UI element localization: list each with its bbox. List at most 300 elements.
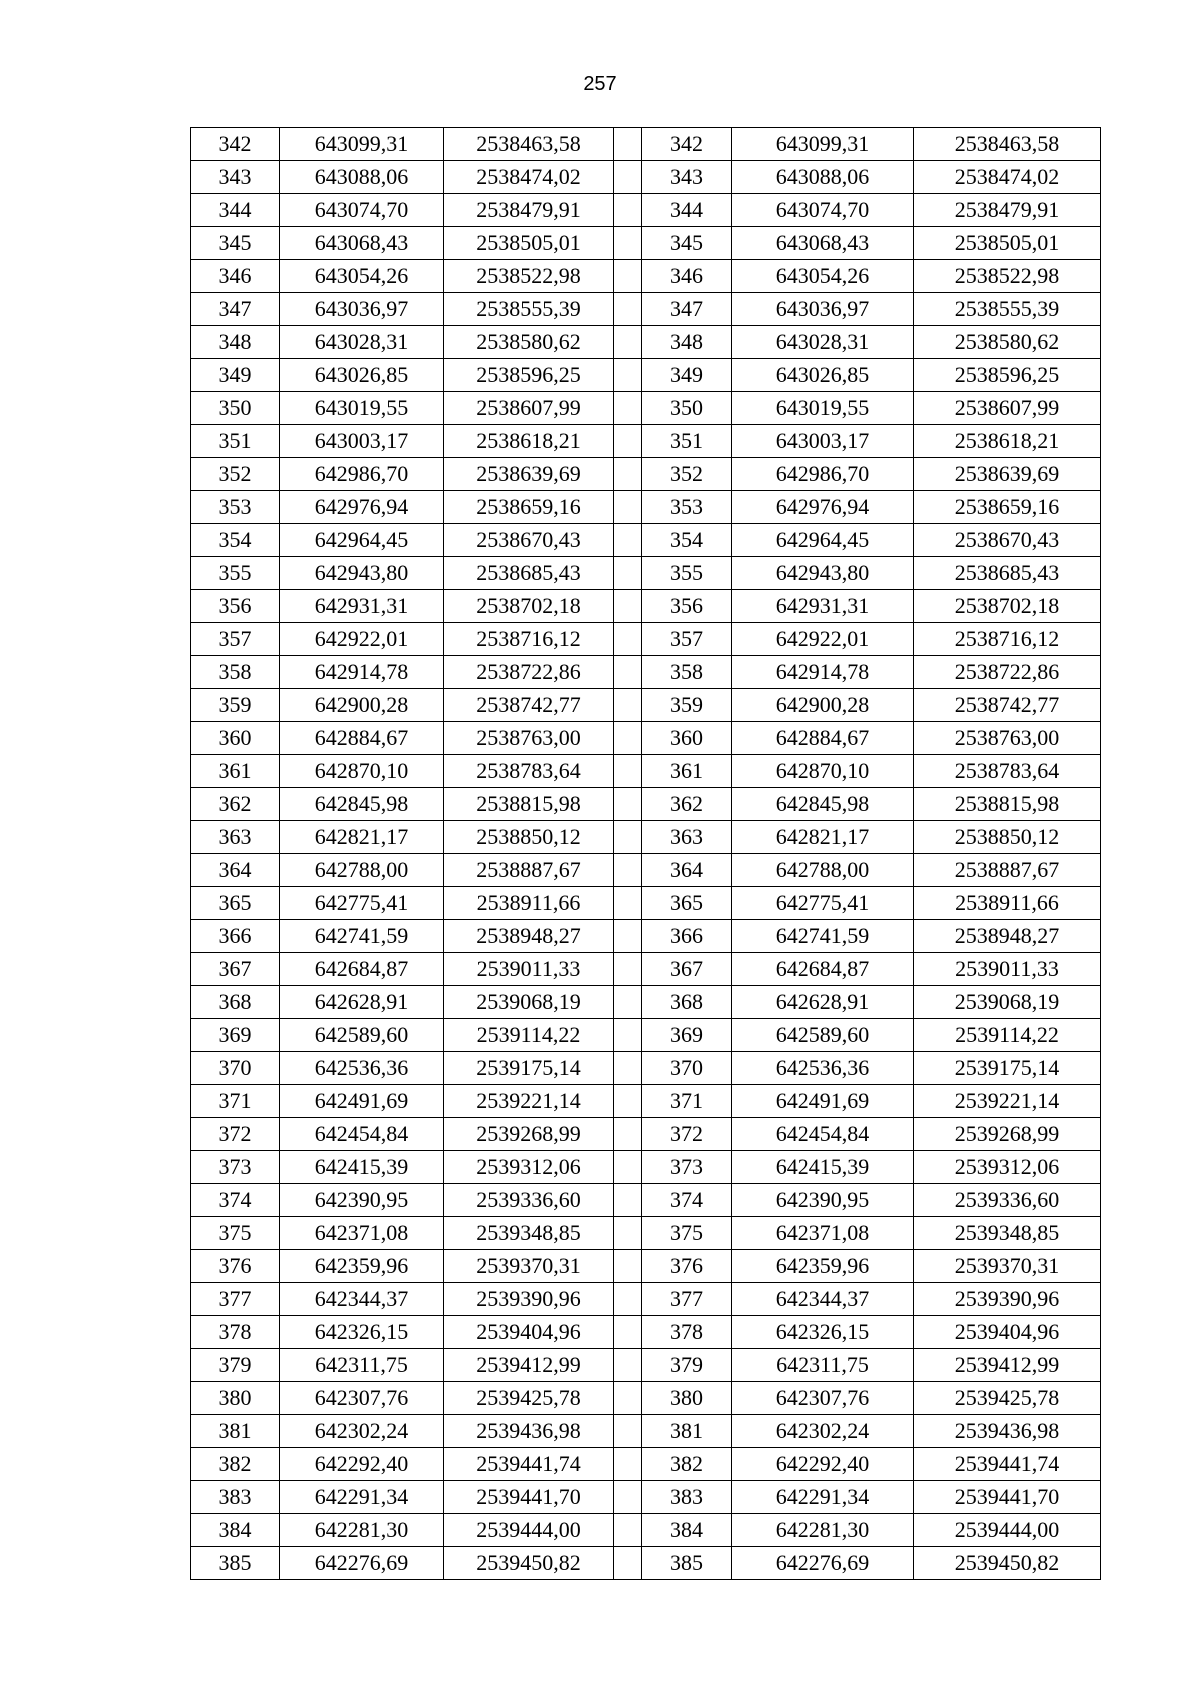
- y-coordinate-2-cell: 2538850,12: [914, 821, 1101, 854]
- y-coordinate-2-cell: 2539175,14: [914, 1052, 1101, 1085]
- spacer-cell: [614, 524, 642, 557]
- spacer-cell: [614, 1382, 642, 1415]
- point-number-cell: 385: [191, 1547, 280, 1580]
- y-coordinate-2-cell: 2539114,22: [914, 1019, 1101, 1052]
- x-coordinate-2-cell: 642371,08: [732, 1217, 914, 1250]
- table-row: [191, 1052, 1101, 1085]
- y-coordinate-cell: 2538815,98: [444, 788, 614, 821]
- x-coordinate-cell: 643068,43: [280, 227, 444, 260]
- x-coordinate-cell: 642344,37: [280, 1283, 444, 1316]
- table-row: [191, 1118, 1101, 1151]
- x-coordinate-cell: 643036,97: [280, 293, 444, 326]
- x-coordinate-cell: 642914,78: [280, 656, 444, 689]
- x-coordinate-cell: 642976,94: [280, 491, 444, 524]
- spacer-cell: [614, 953, 642, 986]
- x-coordinate-cell: 642371,08: [280, 1217, 444, 1250]
- point-number-cell: 372: [191, 1118, 280, 1151]
- point-number-cell: 379: [191, 1349, 280, 1382]
- x-coordinate-cell: 642931,31: [280, 590, 444, 623]
- x-coordinate-2-cell: 642922,01: [732, 623, 914, 656]
- point-number-cell: 378: [191, 1316, 280, 1349]
- point-number-cell: 347: [191, 293, 280, 326]
- x-coordinate-cell: 642900,28: [280, 689, 444, 722]
- table-row: [191, 1184, 1101, 1217]
- x-coordinate-2-cell: 643036,97: [732, 293, 914, 326]
- point-number-2-cell: 358: [642, 656, 732, 689]
- y-coordinate-cell: 2539336,60: [444, 1184, 614, 1217]
- x-coordinate-cell: 642454,84: [280, 1118, 444, 1151]
- x-coordinate-cell: 642302,24: [280, 1415, 444, 1448]
- y-coordinate-2-cell: 2538618,21: [914, 425, 1101, 458]
- point-number-cell: 369: [191, 1019, 280, 1052]
- x-coordinate-cell: 642943,80: [280, 557, 444, 590]
- table-row: [191, 1547, 1101, 1580]
- point-number-cell: 349: [191, 359, 280, 392]
- spacer-cell: [614, 1283, 642, 1316]
- point-number-2-cell: 362: [642, 788, 732, 821]
- spacer-cell: [614, 887, 642, 920]
- spacer-cell: [614, 425, 642, 458]
- y-coordinate-2-cell: 2538742,77: [914, 689, 1101, 722]
- y-coordinate-cell: 2538522,98: [444, 260, 614, 293]
- y-coordinate-cell: 2539412,99: [444, 1349, 614, 1382]
- y-coordinate-2-cell: 2539425,78: [914, 1382, 1101, 1415]
- y-coordinate-cell: 2538670,43: [444, 524, 614, 557]
- y-coordinate-cell: 2539068,19: [444, 986, 614, 1019]
- table-row: [191, 1019, 1101, 1052]
- x-coordinate-cell: 642870,10: [280, 755, 444, 788]
- table-row: [191, 656, 1101, 689]
- x-coordinate-2-cell: 642454,84: [732, 1118, 914, 1151]
- table-row: [191, 1349, 1101, 1382]
- spacer-cell: [614, 194, 642, 227]
- table-row: [191, 1448, 1101, 1481]
- point-number-cell: 366: [191, 920, 280, 953]
- y-coordinate-2-cell: 2539370,31: [914, 1250, 1101, 1283]
- y-coordinate-cell: 2539348,85: [444, 1217, 614, 1250]
- point-number-cell: 354: [191, 524, 280, 557]
- y-coordinate-2-cell: 2539441,70: [914, 1481, 1101, 1514]
- table-row: [191, 359, 1101, 392]
- point-number-2-cell: 350: [642, 392, 732, 425]
- y-coordinate-cell: 2538474,02: [444, 161, 614, 194]
- spacer-cell: [614, 260, 642, 293]
- y-coordinate-cell: 2538887,67: [444, 854, 614, 887]
- x-coordinate-cell: 643088,06: [280, 161, 444, 194]
- spacer-cell: [614, 1184, 642, 1217]
- x-coordinate-cell: 642775,41: [280, 887, 444, 920]
- y-coordinate-cell: 2539175,14: [444, 1052, 614, 1085]
- y-coordinate-2-cell: 2539390,96: [914, 1283, 1101, 1316]
- x-coordinate-cell: 642628,91: [280, 986, 444, 1019]
- table-row: [191, 689, 1101, 722]
- point-number-2-cell: 371: [642, 1085, 732, 1118]
- point-number-2-cell: 361: [642, 755, 732, 788]
- table-row: [191, 722, 1101, 755]
- x-coordinate-2-cell: 642775,41: [732, 887, 914, 920]
- spacer-cell: [614, 1481, 642, 1514]
- x-coordinate-cell: 643026,85: [280, 359, 444, 392]
- table-row: [191, 623, 1101, 656]
- spacer-cell: [614, 293, 642, 326]
- x-coordinate-2-cell: 642415,39: [732, 1151, 914, 1184]
- y-coordinate-2-cell: 2539312,06: [914, 1151, 1101, 1184]
- x-coordinate-cell: 643074,70: [280, 194, 444, 227]
- point-number-cell: 363: [191, 821, 280, 854]
- x-coordinate-2-cell: 642976,94: [732, 491, 914, 524]
- point-number-cell: 373: [191, 1151, 280, 1184]
- point-number-2-cell: 376: [642, 1250, 732, 1283]
- x-coordinate-2-cell: 642741,59: [732, 920, 914, 953]
- spacer-cell: [614, 689, 642, 722]
- spacer-cell: [614, 986, 642, 1019]
- point-number-cell: 351: [191, 425, 280, 458]
- spacer-cell: [614, 1118, 642, 1151]
- y-coordinate-2-cell: 2538522,98: [914, 260, 1101, 293]
- table-row: [191, 854, 1101, 887]
- table-row: [191, 524, 1101, 557]
- table-row: [191, 1316, 1101, 1349]
- point-number-cell: 360: [191, 722, 280, 755]
- point-number-2-cell: 369: [642, 1019, 732, 1052]
- x-coordinate-2-cell: 642845,98: [732, 788, 914, 821]
- point-number-2-cell: 363: [642, 821, 732, 854]
- spacer-cell: [614, 1547, 642, 1580]
- spacer-cell: [614, 392, 642, 425]
- point-number-2-cell: 345: [642, 227, 732, 260]
- point-number-cell: 345: [191, 227, 280, 260]
- y-coordinate-cell: 2539221,14: [444, 1085, 614, 1118]
- spacer-cell: [614, 1052, 642, 1085]
- table-row: [191, 1382, 1101, 1415]
- x-coordinate-2-cell: 643099,31: [732, 128, 914, 161]
- y-coordinate-2-cell: 2539011,33: [914, 953, 1101, 986]
- y-coordinate-2-cell: 2538887,67: [914, 854, 1101, 887]
- spacer-cell: [614, 1349, 642, 1382]
- x-coordinate-2-cell: 642491,69: [732, 1085, 914, 1118]
- table-row: [191, 260, 1101, 293]
- table-row: [191, 161, 1101, 194]
- coordinates-table-body: [191, 128, 1101, 1580]
- y-coordinate-2-cell: 2539450,82: [914, 1547, 1101, 1580]
- table-row: [191, 491, 1101, 524]
- y-coordinate-cell: 2539441,74: [444, 1448, 614, 1481]
- point-number-cell: 342: [191, 128, 280, 161]
- point-number-2-cell: 380: [642, 1382, 732, 1415]
- y-coordinate-2-cell: 2539221,14: [914, 1085, 1101, 1118]
- point-number-cell: 358: [191, 656, 280, 689]
- y-coordinate-2-cell: 2538763,00: [914, 722, 1101, 755]
- table-row: [191, 1151, 1101, 1184]
- y-coordinate-cell: 2538479,91: [444, 194, 614, 227]
- table-row: [191, 1085, 1101, 1118]
- point-number-cell: 348: [191, 326, 280, 359]
- y-coordinate-cell: 2538850,12: [444, 821, 614, 854]
- y-coordinate-cell: 2538948,27: [444, 920, 614, 953]
- point-number-2-cell: 352: [642, 458, 732, 491]
- table-row: [191, 821, 1101, 854]
- point-number-2-cell: 368: [642, 986, 732, 1019]
- y-coordinate-cell: 2539441,70: [444, 1481, 614, 1514]
- x-coordinate-2-cell: 642291,34: [732, 1481, 914, 1514]
- spacer-cell: [614, 854, 642, 887]
- point-number-2-cell: 366: [642, 920, 732, 953]
- point-number-2-cell: 351: [642, 425, 732, 458]
- table-row: [191, 392, 1101, 425]
- table-row: [191, 194, 1101, 227]
- point-number-2-cell: 355: [642, 557, 732, 590]
- x-coordinate-2-cell: 643026,85: [732, 359, 914, 392]
- table-row: [191, 1250, 1101, 1283]
- table-row: [191, 1283, 1101, 1316]
- spacer-cell: [614, 1316, 642, 1349]
- point-number-2-cell: 379: [642, 1349, 732, 1382]
- x-coordinate-2-cell: 642964,45: [732, 524, 914, 557]
- y-coordinate-cell: 2539436,98: [444, 1415, 614, 1448]
- point-number-2-cell: 381: [642, 1415, 732, 1448]
- point-number-2-cell: 375: [642, 1217, 732, 1250]
- point-number-cell: 344: [191, 194, 280, 227]
- x-coordinate-cell: 642845,98: [280, 788, 444, 821]
- point-number-2-cell: 364: [642, 854, 732, 887]
- y-coordinate-2-cell: 2539412,99: [914, 1349, 1101, 1382]
- point-number-cell: 367: [191, 953, 280, 986]
- x-coordinate-2-cell: 642536,36: [732, 1052, 914, 1085]
- y-coordinate-cell: 2538783,64: [444, 755, 614, 788]
- table-row: [191, 293, 1101, 326]
- x-coordinate-2-cell: 642900,28: [732, 689, 914, 722]
- x-coordinate-2-cell: 642589,60: [732, 1019, 914, 1052]
- point-number-2-cell: 349: [642, 359, 732, 392]
- y-coordinate-2-cell: 2538555,39: [914, 293, 1101, 326]
- spacer-cell: [614, 1250, 642, 1283]
- x-coordinate-cell: 643054,26: [280, 260, 444, 293]
- x-coordinate-cell: 642884,67: [280, 722, 444, 755]
- spacer-cell: [614, 161, 642, 194]
- point-number-cell: 356: [191, 590, 280, 623]
- spacer-cell: [614, 326, 642, 359]
- y-coordinate-cell: 2538702,18: [444, 590, 614, 623]
- x-coordinate-2-cell: 642821,17: [732, 821, 914, 854]
- y-coordinate-cell: 2538463,58: [444, 128, 614, 161]
- y-coordinate-cell: 2539268,99: [444, 1118, 614, 1151]
- x-coordinate-2-cell: 642628,91: [732, 986, 914, 1019]
- y-coordinate-2-cell: 2538670,43: [914, 524, 1101, 557]
- x-coordinate-2-cell: 643088,06: [732, 161, 914, 194]
- coordinates-table: [190, 127, 1101, 1580]
- point-number-2-cell: 348: [642, 326, 732, 359]
- x-coordinate-2-cell: 642931,31: [732, 590, 914, 623]
- y-coordinate-cell: 2539011,33: [444, 953, 614, 986]
- table-row: [191, 953, 1101, 986]
- spacer-cell: [614, 590, 642, 623]
- y-coordinate-2-cell: 2538815,98: [914, 788, 1101, 821]
- point-number-2-cell: 370: [642, 1052, 732, 1085]
- point-number-cell: 362: [191, 788, 280, 821]
- x-coordinate-2-cell: 643003,17: [732, 425, 914, 458]
- y-coordinate-2-cell: 2538607,99: [914, 392, 1101, 425]
- y-coordinate-cell: 2538618,21: [444, 425, 614, 458]
- point-number-2-cell: 360: [642, 722, 732, 755]
- point-number-cell: 353: [191, 491, 280, 524]
- y-coordinate-cell: 2538722,86: [444, 656, 614, 689]
- x-coordinate-cell: 642276,69: [280, 1547, 444, 1580]
- spacer-cell: [614, 623, 642, 656]
- page-number: 257: [583, 73, 617, 95]
- table-row: [191, 128, 1101, 161]
- y-coordinate-2-cell: 2539436,98: [914, 1415, 1101, 1448]
- y-coordinate-2-cell: 2538659,16: [914, 491, 1101, 524]
- point-number-2-cell: 373: [642, 1151, 732, 1184]
- point-number-2-cell: 378: [642, 1316, 732, 1349]
- x-coordinate-2-cell: 642390,95: [732, 1184, 914, 1217]
- point-number-cell: 357: [191, 623, 280, 656]
- x-coordinate-2-cell: 643054,26: [732, 260, 914, 293]
- table-row: [191, 788, 1101, 821]
- table-row: [191, 590, 1101, 623]
- point-number-cell: 377: [191, 1283, 280, 1316]
- point-number-2-cell: 367: [642, 953, 732, 986]
- y-coordinate-cell: 2538596,25: [444, 359, 614, 392]
- y-coordinate-2-cell: 2538596,25: [914, 359, 1101, 392]
- y-coordinate-2-cell: 2538911,66: [914, 887, 1101, 920]
- spacer-cell: [614, 1217, 642, 1250]
- table-row: [191, 326, 1101, 359]
- point-number-cell: 380: [191, 1382, 280, 1415]
- point-number-2-cell: 377: [642, 1283, 732, 1316]
- y-coordinate-cell: 2539390,96: [444, 1283, 614, 1316]
- x-coordinate-2-cell: 643074,70: [732, 194, 914, 227]
- y-coordinate-2-cell: 2539444,00: [914, 1514, 1101, 1547]
- y-coordinate-2-cell: 2539268,99: [914, 1118, 1101, 1151]
- spacer-cell: [614, 1151, 642, 1184]
- y-coordinate-cell: 2539450,82: [444, 1547, 614, 1580]
- table-row: [191, 755, 1101, 788]
- x-coordinate-cell: 642359,96: [280, 1250, 444, 1283]
- y-coordinate-cell: 2539404,96: [444, 1316, 614, 1349]
- x-coordinate-2-cell: 643068,43: [732, 227, 914, 260]
- point-number-cell: 361: [191, 755, 280, 788]
- y-coordinate-cell: 2538505,01: [444, 227, 614, 260]
- y-coordinate-cell: 2539444,00: [444, 1514, 614, 1547]
- x-coordinate-cell: 642821,17: [280, 821, 444, 854]
- spacer-cell: [614, 755, 642, 788]
- point-number-2-cell: 356: [642, 590, 732, 623]
- x-coordinate-2-cell: 642292,40: [732, 1448, 914, 1481]
- y-coordinate-cell: 2539370,31: [444, 1250, 614, 1283]
- point-number-2-cell: 342: [642, 128, 732, 161]
- point-number-cell: 375: [191, 1217, 280, 1250]
- point-number-cell: 370: [191, 1052, 280, 1085]
- point-number-cell: 359: [191, 689, 280, 722]
- point-number-2-cell: 353: [642, 491, 732, 524]
- point-number-2-cell: 344: [642, 194, 732, 227]
- x-coordinate-cell: 642536,36: [280, 1052, 444, 1085]
- x-coordinate-2-cell: 642684,87: [732, 953, 914, 986]
- x-coordinate-cell: 642281,30: [280, 1514, 444, 1547]
- spacer-cell: [614, 1019, 642, 1052]
- y-coordinate-cell: 2538580,62: [444, 326, 614, 359]
- y-coordinate-2-cell: 2538722,86: [914, 656, 1101, 689]
- y-coordinate-2-cell: 2538639,69: [914, 458, 1101, 491]
- x-coordinate-cell: 643099,31: [280, 128, 444, 161]
- spacer-cell: [614, 458, 642, 491]
- table-row: [191, 1217, 1101, 1250]
- y-coordinate-2-cell: 2539068,19: [914, 986, 1101, 1019]
- x-coordinate-cell: 642291,34: [280, 1481, 444, 1514]
- point-number-2-cell: 343: [642, 161, 732, 194]
- point-number-2-cell: 372: [642, 1118, 732, 1151]
- x-coordinate-cell: 642922,01: [280, 623, 444, 656]
- point-number-2-cell: 346: [642, 260, 732, 293]
- y-coordinate-2-cell: 2538716,12: [914, 623, 1101, 656]
- table-row: [191, 227, 1101, 260]
- table-row: [191, 1514, 1101, 1547]
- point-number-cell: 376: [191, 1250, 280, 1283]
- x-coordinate-2-cell: 642359,96: [732, 1250, 914, 1283]
- y-coordinate-2-cell: 2539404,96: [914, 1316, 1101, 1349]
- spacer-cell: [614, 1415, 642, 1448]
- y-coordinate-2-cell: 2539336,60: [914, 1184, 1101, 1217]
- y-coordinate-2-cell: 2539441,74: [914, 1448, 1101, 1481]
- y-coordinate-cell: 2539312,06: [444, 1151, 614, 1184]
- spacer-cell: [614, 656, 642, 689]
- point-number-cell: 346: [191, 260, 280, 293]
- point-number-2-cell: 382: [642, 1448, 732, 1481]
- x-coordinate-2-cell: 642326,15: [732, 1316, 914, 1349]
- spacer-cell: [614, 821, 642, 854]
- y-coordinate-2-cell: 2538479,91: [914, 194, 1101, 227]
- y-coordinate-2-cell: 2538505,01: [914, 227, 1101, 260]
- y-coordinate-2-cell: 2539348,85: [914, 1217, 1101, 1250]
- y-coordinate-cell: 2538555,39: [444, 293, 614, 326]
- y-coordinate-cell: 2539425,78: [444, 1382, 614, 1415]
- x-coordinate-2-cell: 643019,55: [732, 392, 914, 425]
- spacer-cell: [614, 1514, 642, 1547]
- x-coordinate-cell: 642741,59: [280, 920, 444, 953]
- y-coordinate-cell: 2538659,16: [444, 491, 614, 524]
- point-number-cell: 383: [191, 1481, 280, 1514]
- spacer-cell: [614, 227, 642, 260]
- spacer-cell: [614, 788, 642, 821]
- y-coordinate-2-cell: 2538474,02: [914, 161, 1101, 194]
- x-coordinate-cell: 642311,75: [280, 1349, 444, 1382]
- x-coordinate-cell: 643019,55: [280, 392, 444, 425]
- spacer-cell: [614, 722, 642, 755]
- point-number-cell: 368: [191, 986, 280, 1019]
- y-coordinate-cell: 2538742,77: [444, 689, 614, 722]
- x-coordinate-cell: 642986,70: [280, 458, 444, 491]
- point-number-2-cell: 347: [642, 293, 732, 326]
- y-coordinate-2-cell: 2538702,18: [914, 590, 1101, 623]
- point-number-cell: 364: [191, 854, 280, 887]
- x-coordinate-cell: 643028,31: [280, 326, 444, 359]
- point-number-2-cell: 374: [642, 1184, 732, 1217]
- table-row: [191, 986, 1101, 1019]
- spacer-cell: [614, 1085, 642, 1118]
- point-number-2-cell: 383: [642, 1481, 732, 1514]
- y-coordinate-2-cell: 2538685,43: [914, 557, 1101, 590]
- y-coordinate-2-cell: 2538580,62: [914, 326, 1101, 359]
- x-coordinate-2-cell: 642914,78: [732, 656, 914, 689]
- spacer-cell: [614, 557, 642, 590]
- point-number-2-cell: 357: [642, 623, 732, 656]
- spacer-cell: [614, 359, 642, 392]
- table-row: [191, 458, 1101, 491]
- x-coordinate-cell: 643003,17: [280, 425, 444, 458]
- y-coordinate-cell: 2539114,22: [444, 1019, 614, 1052]
- point-number-cell: 365: [191, 887, 280, 920]
